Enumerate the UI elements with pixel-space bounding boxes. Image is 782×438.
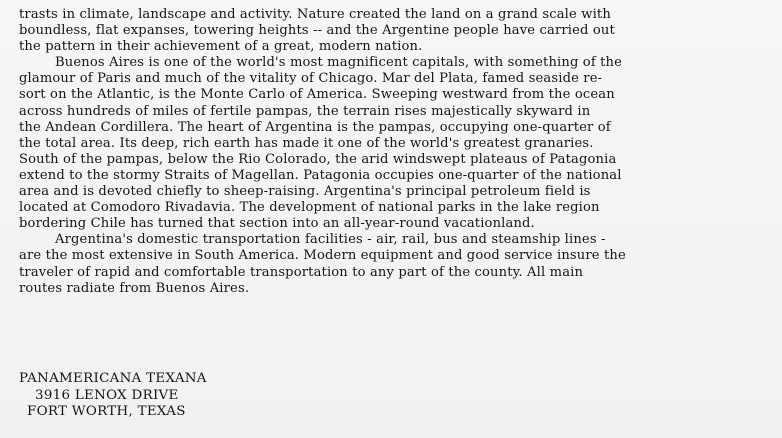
address-block xyxy=(19,371,207,421)
street-address: 3916 LENOX DRIVE xyxy=(35,387,179,403)
text-line: are the most extensive in South America. Modern equipment and good service insure the xyxy=(19,248,626,264)
text-line: area and is devoted chiefly to sheep-raising. Argentina's principal petroleum field is xyxy=(19,184,591,200)
text-line: the Andean Cordillera. The heart of Argentina is the pampas, occupying one-quarter of xyxy=(19,119,611,135)
text-line: South of the pampas, below the Rio Colorado, the arid windswept plateaus of Patagonia xyxy=(19,151,617,167)
organization-name: PANAMERICANA TEXANA xyxy=(19,371,207,386)
text-line: located at Comodoro Rivadavia. The development of national parks in the lake region xyxy=(19,200,600,216)
text-line: bordering Chile has turned that section into an all-year-round vacationland. xyxy=(19,216,535,232)
text-line: across hundreds of miles of fertile pampas, the terrain rises majestically skyward in xyxy=(19,103,591,119)
city-state: FORT WORTH, TEXAS xyxy=(27,404,186,419)
body-text xyxy=(19,7,771,297)
paragraph-start-line: Buenos Aires is one of the world's most magnificent capitals, with something of the xyxy=(55,55,623,71)
text-line: the total area. Its deep, rich earth has made it one of the world's greatest granaries. xyxy=(19,135,594,151)
text-line: trasts in climate, landscape and activity. Nature created the land on a grand scale with xyxy=(19,7,611,22)
text-line: boundless, flat expanses, towering heights -- and the Argentine people have carried out xyxy=(19,23,615,39)
text-line: routes radiate from Buenos Aires. xyxy=(19,280,250,296)
text-line: traveler of rapid and comfortable transportation to any part of the county. All main xyxy=(19,264,584,280)
paragraph-start-line: Argentina's domestic transportation facilities - air, rail, bus and steamship lines - xyxy=(55,232,606,248)
text-line: the pattern in their achievement of a great, modern nation. xyxy=(19,39,423,55)
text-line: glamour of Paris and much of the vitality of Chicago. Mar del Plata, famed seaside re- xyxy=(19,71,603,87)
text-line: sort on the Atlantic, is the Monte Carlo of America. Sweeping westward from the ocean xyxy=(19,87,615,103)
text-line: extend to the stormy Straits of Magellan. Patagonia occupies one-quarter of the national xyxy=(19,167,622,183)
